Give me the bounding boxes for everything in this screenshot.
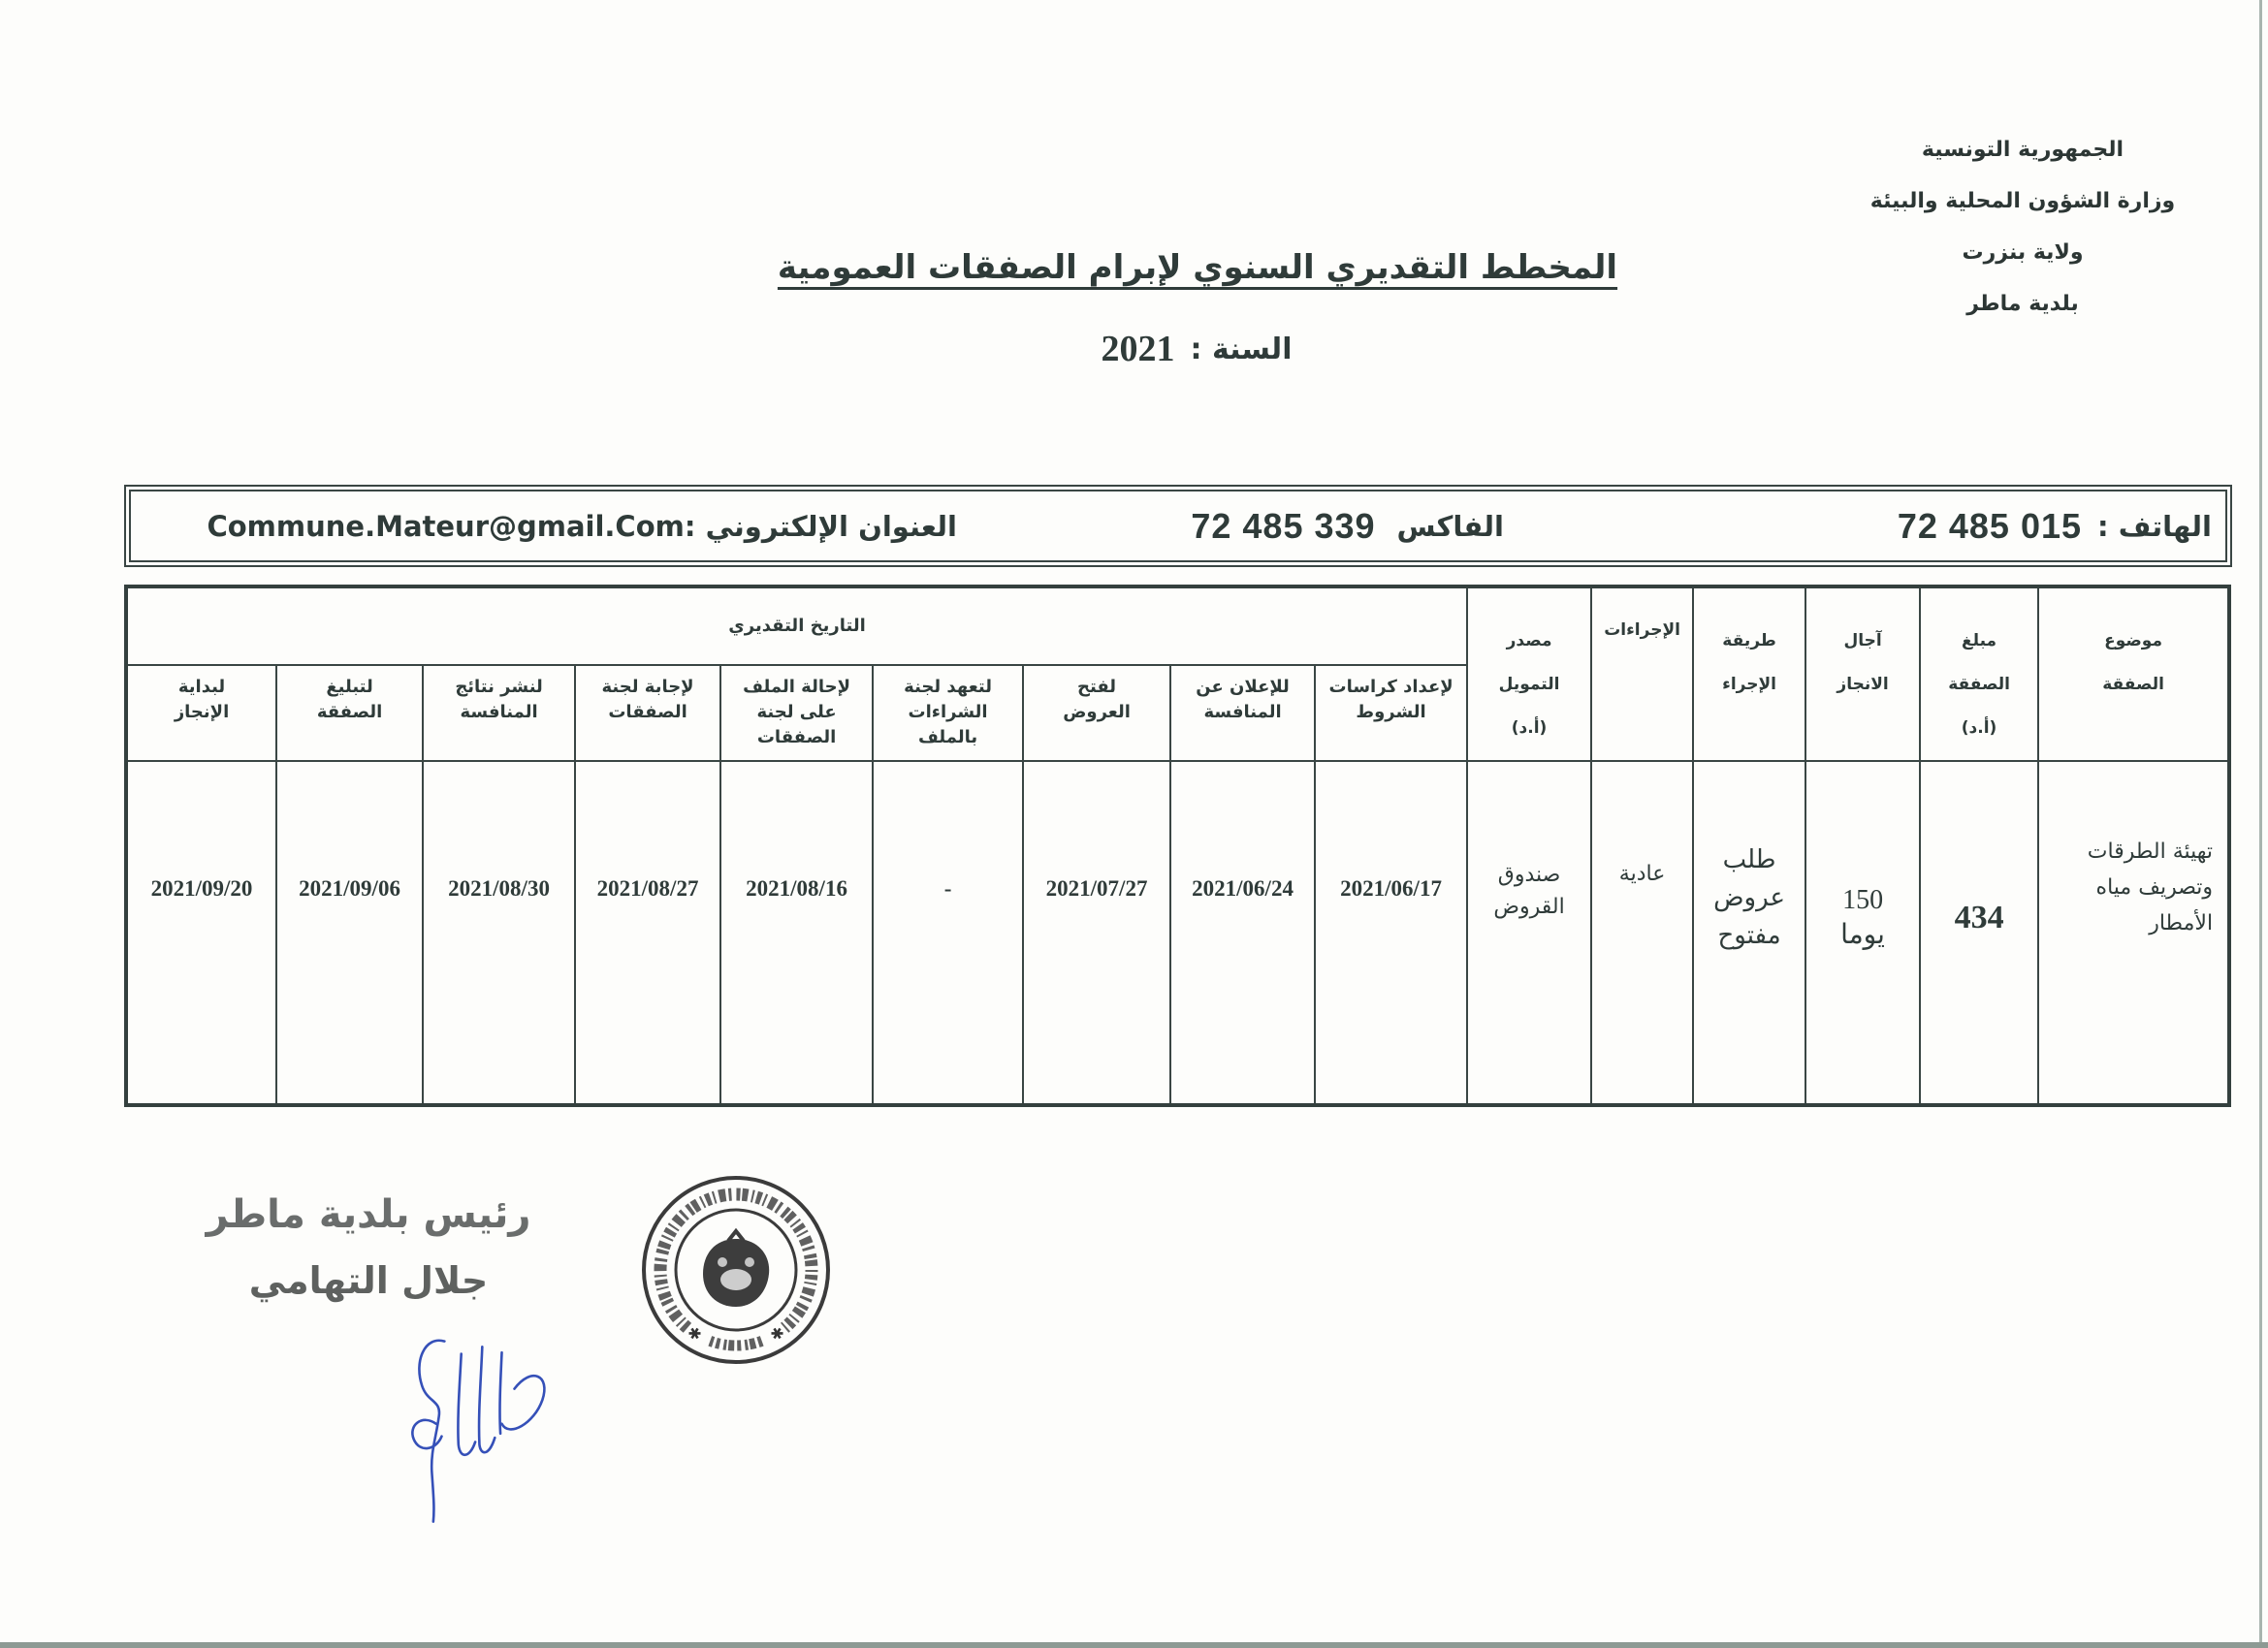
header-date-results: لنشر نتائج المنافسة [455, 677, 543, 722]
header-duration-cell [1805, 586, 1920, 761]
header-procedures: الإجراءات [1604, 620, 1680, 640]
row-date-purchase-committee: - [943, 876, 952, 901]
row-funding: صندوق القروض [1493, 863, 1565, 919]
signature-stroke [479, 1347, 495, 1452]
signature-stroke [458, 1354, 475, 1455]
handwritten-signature [405, 1330, 551, 1526]
phone-number: 72 485 015 [1897, 505, 2083, 546]
row-amount: 434 [1954, 900, 2004, 935]
phone-info [1898, 491, 2212, 560]
email-address: Commune.Mateur@gmail.Com [207, 509, 685, 543]
contact-box [124, 485, 2232, 567]
signatory-name: جلال التهامي [248, 1259, 489, 1302]
government-header [1829, 124, 2217, 330]
header-date-specs: لإعداد كراسات الشروط [1328, 677, 1453, 722]
signatory-title: رئيس بلدية ماطر [206, 1192, 531, 1237]
header-funding: مصدر التمويل (أ.د) [1498, 631, 1560, 738]
cell-subject [2038, 761, 2229, 1105]
header-amount-cell [1920, 586, 2038, 761]
header-date-referral: لإحالة الملف على لجنة الصفقات [743, 677, 850, 747]
row-date-opening: 2021/07/27 [1045, 876, 1148, 901]
subheader-cell [720, 665, 873, 761]
row-date-referral: 2021/08/16 [746, 876, 847, 901]
year-label: السنة : [1190, 332, 1293, 366]
header-duration: آجال الانجاز [1837, 631, 1889, 694]
header-funding-cell [1467, 586, 1591, 761]
signature-stroke [499, 1352, 501, 1434]
year-value: 2021 [1101, 329, 1175, 369]
header-amount: مبلغ الصفقة (أ.د) [1948, 631, 2010, 738]
subheader-cell [1023, 665, 1170, 761]
row-date-specs: 2021/06/17 [1340, 876, 1442, 901]
header-method: طريقة الإجراء [1722, 631, 1776, 694]
subheader-cell [873, 665, 1023, 761]
header-subject: موضوع الصفقة [2102, 631, 2164, 694]
header-method-cell [1693, 586, 1805, 761]
cell-date [1170, 761, 1315, 1105]
row-procedures: عادية [1618, 862, 1666, 886]
fax-label: الفاكس [1396, 509, 1504, 543]
cell-duration [1805, 761, 1920, 1105]
phone-label: الهاتف : [2097, 509, 2212, 543]
scan-edge-bottom [0, 1642, 2268, 1648]
fax-info [1191, 491, 1504, 560]
cell-method [1693, 761, 1805, 1105]
header-procedures-cell [1591, 586, 1693, 761]
table-row [126, 761, 2229, 1105]
header-ministry: وزارة الشؤون المحلية والبيئة [1869, 189, 2176, 213]
signature-stroke [419, 1341, 444, 1522]
header-date-opening: لفتح العروض [1063, 677, 1131, 722]
seal-star-icon [772, 1328, 783, 1338]
row-date-notification: 2021/09/06 [299, 876, 400, 901]
seal-star-icon [689, 1328, 701, 1338]
seal-lettering-bottom [710, 1341, 761, 1346]
header-date-start: لبداية الإنجاز [174, 677, 230, 722]
row-subject: تهيئة الطرقات وتصريف مياه الأمطار [2087, 840, 2214, 935]
cell-date [1023, 761, 1170, 1105]
procurement-plan-table [124, 585, 2231, 1107]
document-year [1003, 326, 1390, 372]
seal-emblem-icon [703, 1231, 769, 1307]
cell-procedures [1591, 761, 1693, 1105]
row-date-start: 2021/09/20 [150, 876, 253, 901]
header-date-notification: لتبليغ الصفقة [316, 677, 383, 722]
header-municipality: بلدية ماطر [1966, 292, 2079, 316]
header-subject-cell [2038, 586, 2229, 761]
row-method: طلب عروض مفتوح [1713, 845, 1785, 950]
cell-date [1315, 761, 1467, 1105]
row-duration: 150 يوما [1840, 885, 1885, 950]
email-info [207, 491, 957, 560]
cell-amount [1920, 761, 2038, 1105]
cell-date [276, 761, 423, 1105]
subheader-cell [1170, 665, 1315, 761]
header-date-purchase-committee: لتعهد لجنة الشراءات بالملف [904, 677, 992, 747]
subheader-cell [276, 665, 423, 761]
fax-number: 72 485 339 [1191, 505, 1376, 546]
header-dates-group: التاريخ التقديري [728, 616, 866, 636]
row-date-announcement: 2021/06/24 [1192, 876, 1294, 901]
header-date-announcement: للإعلان عن المنافسة [1196, 677, 1290, 722]
cell-date [423, 761, 575, 1105]
cell-date [720, 761, 873, 1105]
email-label: العنوان الإلكتروني : [684, 509, 957, 543]
table-header-row [126, 586, 2229, 665]
subheader-cell [575, 665, 720, 761]
cell-funding [1467, 761, 1591, 1105]
cell-date [126, 761, 276, 1105]
cell-date [575, 761, 720, 1105]
header-governorate: ولاية بنزرت [1962, 240, 2084, 265]
document-title: المخطط التقديري السنوي لإبرام الصفقات العمومية [777, 248, 1618, 287]
row-date-results: 2021/08/30 [448, 876, 550, 901]
cell-date [873, 761, 1023, 1105]
header-dates-group-cell [126, 586, 1467, 665]
header-republic: الجمهورية التونسية [1921, 138, 2124, 162]
subheader-cell [423, 665, 575, 761]
subheader-cell [1315, 665, 1467, 761]
subheader-cell [126, 665, 276, 761]
row-date-committee-reply: 2021/08/27 [596, 876, 699, 901]
header-date-committee-reply: لإجابة لجنة الصفقات [601, 677, 694, 722]
official-seal [639, 1173, 833, 1367]
scan-edge-right [2259, 0, 2262, 1648]
signature-stroke [502, 1376, 545, 1429]
